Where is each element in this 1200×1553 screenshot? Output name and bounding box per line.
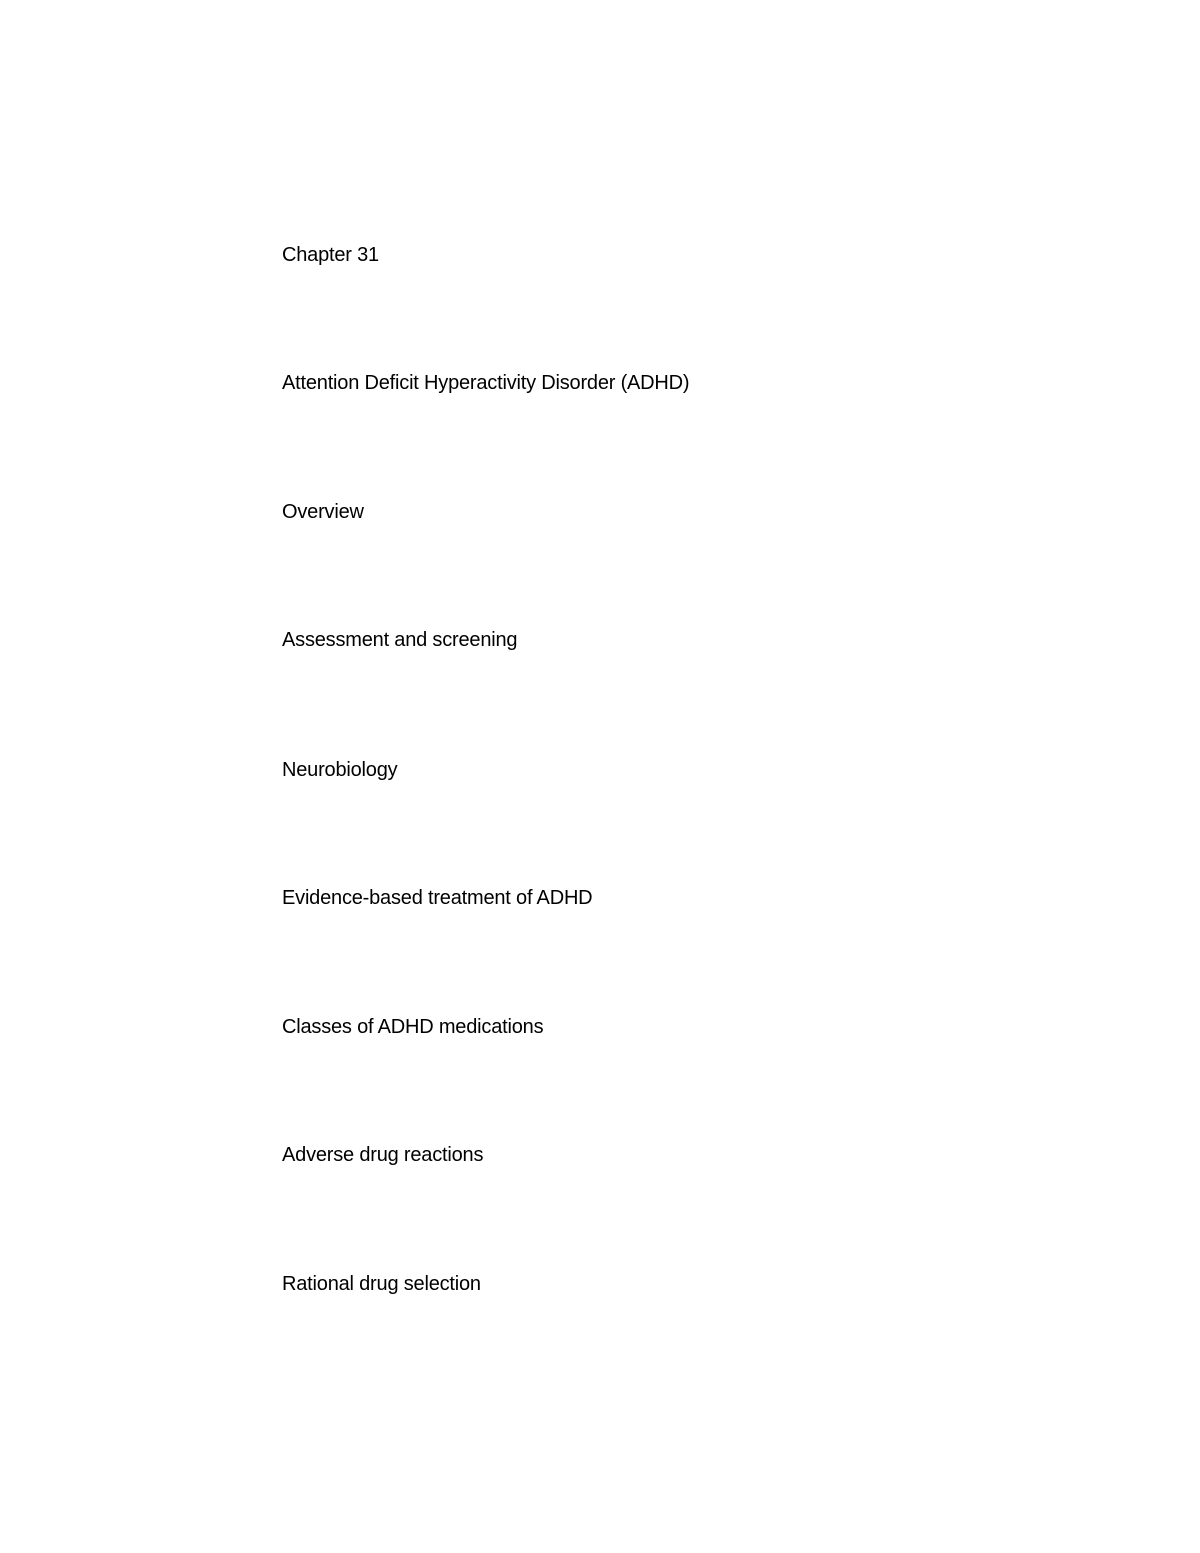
section-heading-treatment: Evidence-based treatment of ADHD	[282, 887, 593, 909]
section-heading-assessment: Assessment and screening	[282, 629, 518, 651]
section-heading-adverse-reactions: Adverse drug reactions	[282, 1144, 484, 1166]
section-heading-medication-classes: Classes of ADHD medications	[282, 1016, 544, 1038]
section-heading-neurobiology: Neurobiology	[282, 759, 398, 781]
chapter-title: Attention Deficit Hyperactivity Disorder (ADHD)	[282, 372, 690, 394]
section-heading-drug-selection: Rational drug selection	[282, 1273, 481, 1295]
section-heading-overview: Overview	[282, 501, 364, 523]
chapter-number: Chapter 31	[282, 244, 379, 266]
